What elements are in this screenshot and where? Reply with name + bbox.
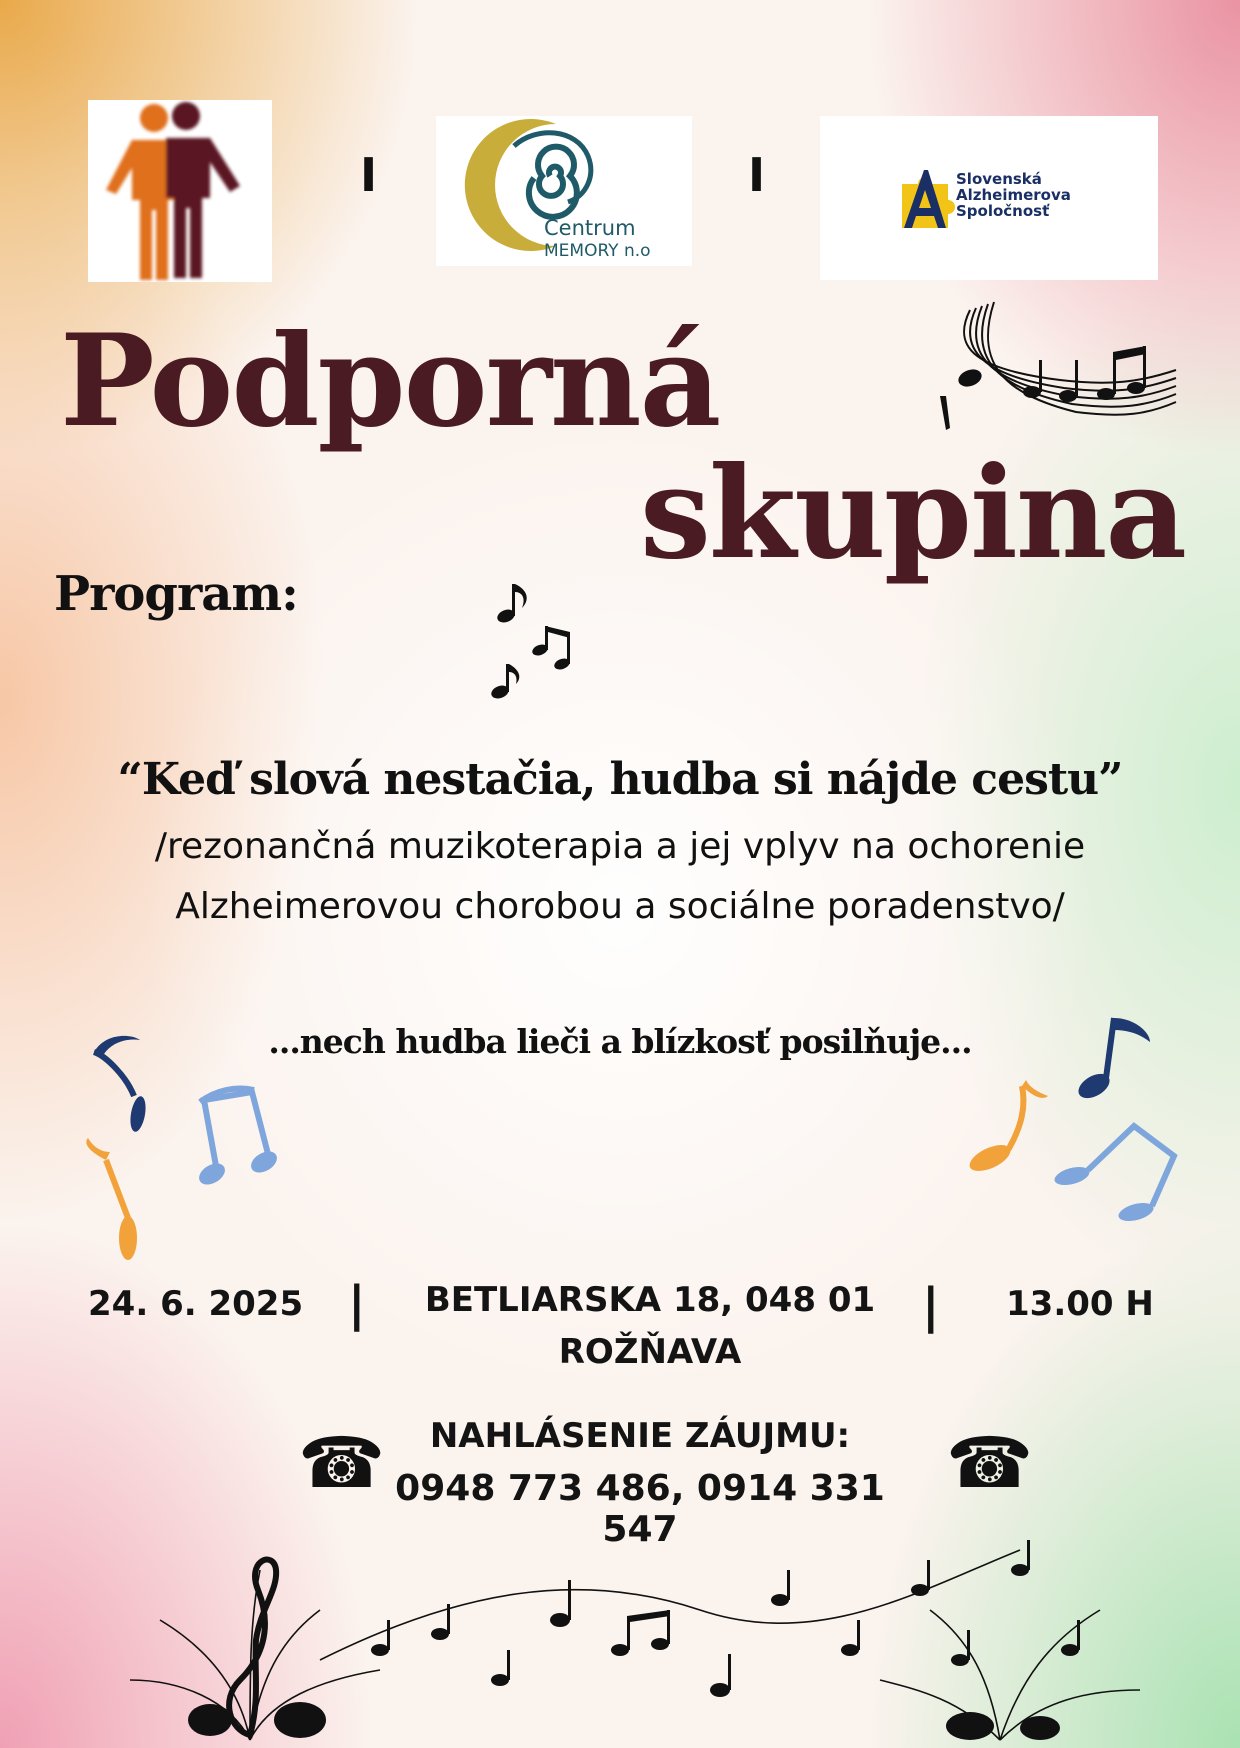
title-line1: Podporná: [60, 307, 720, 455]
event-subtitle-line1: /rezonančná muzikoterapia a jej vplyv na ochorenie: [154, 826, 1086, 867]
saz-line2: Alzheimerova: [956, 186, 1071, 204]
saz-line1: Slovenská: [956, 170, 1042, 188]
event-address-line2: ROŽŇAVA: [558, 1332, 742, 1372]
logo-separator-1: I: [360, 148, 378, 202]
event-time: 13.00 H: [1006, 1284, 1154, 1324]
event-address-line1: BETLIARSKA 18, 048 01: [424, 1280, 876, 1320]
logo-separator-2: I: [748, 148, 766, 202]
music-notes-icon: [488, 580, 588, 710]
details-separator-1: |: [348, 1276, 366, 1332]
phone-icon-left: ☎: [298, 1422, 386, 1504]
memory-label: MEMORY n.o: [544, 241, 651, 261]
details-separator-2: |: [922, 1278, 940, 1334]
saz-puzzle-icon: [896, 164, 956, 234]
logo-saz: [820, 116, 1158, 280]
event-date: 24. 6. 2025: [88, 1284, 304, 1324]
music-staff-icon: [940, 300, 1180, 430]
program-label: Program:: [54, 566, 298, 622]
music-flowers-decor-icon: [60, 1530, 1180, 1740]
saz-line3: Spoločnosť: [956, 202, 1050, 220]
contact-phones: 0948 773 486, 0914 331 547: [395, 1468, 885, 1550]
centrum-label: Centrum: [544, 216, 636, 240]
people-logo-icon: [88, 100, 272, 282]
event-subtitle-line2: Alzheimerovou chorobou a sociálne poradenstvo/: [175, 886, 1065, 927]
phone-icon-right: ☎: [946, 1422, 1034, 1504]
contact-label: NAHLÁSENIE ZÁUJMU:: [429, 1416, 851, 1456]
logo-centrum-memory: [436, 116, 692, 266]
colored-notes-left-icon: [76, 1030, 296, 1270]
logo-people: [88, 100, 272, 282]
title-line2: skupina: [640, 439, 1186, 587]
event-motto: ...nech hudba lieči a blízkosť posilňuje...: [268, 1022, 972, 1061]
colored-notes-right-icon: [964, 1006, 1184, 1236]
event-quote: “Keď slová nestačia, hudba si nájde cestu”: [117, 754, 1123, 805]
